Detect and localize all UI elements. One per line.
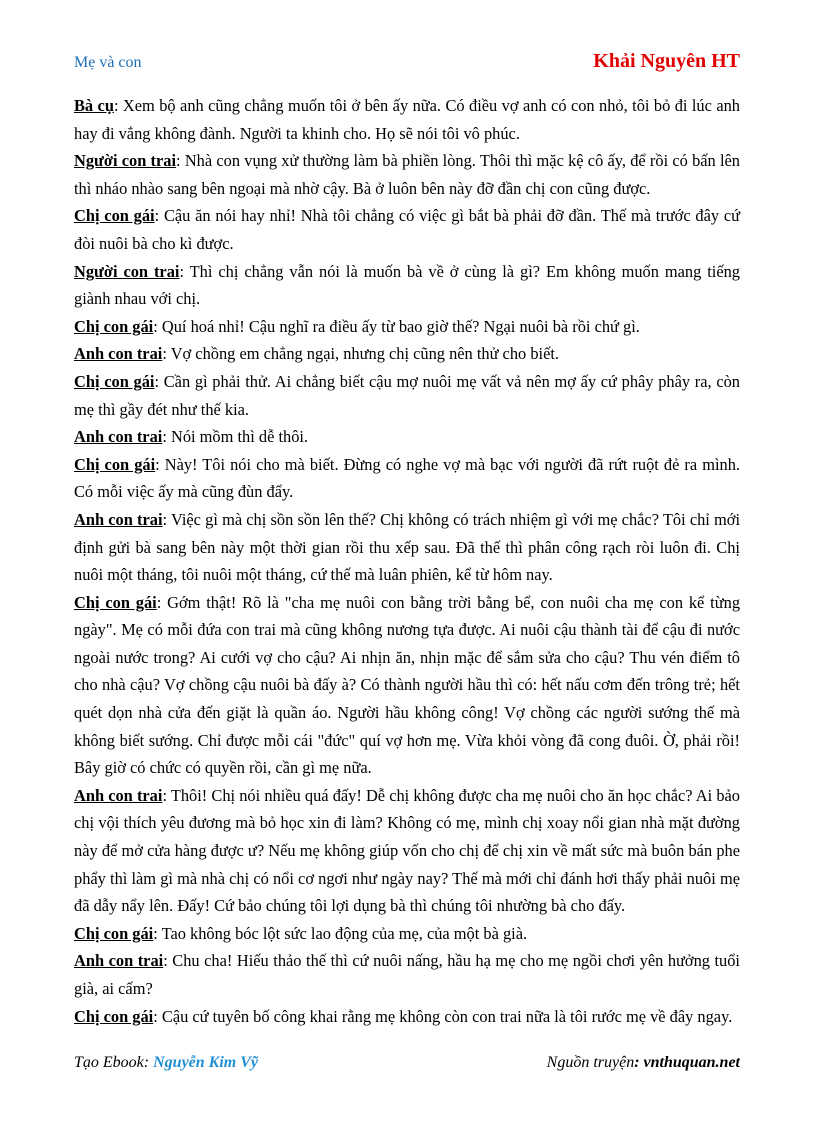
source-site: vnthuquan.net <box>643 1054 740 1071</box>
dialogue-line <box>74 368 740 423</box>
dialogue-text: : Quí hoá nhỉ! Cậu nghĩ ra điều ấy từ bao giờ thế? Ngại nuôi bà rồi chứ gì. <box>153 316 640 336</box>
ebook-credit <box>74 1054 258 1072</box>
dialogue-line <box>74 1003 740 1031</box>
dialogue-text: : Tao không bóc lột sức lao động của mẹ, của một bà già. <box>153 923 528 943</box>
speaker-name: Người con trai <box>74 151 177 171</box>
dialogue-text: : Cần gì phải thử. Ai chẳng biết cậu mợ nuôi mẹ vất vả nên mợ ấy cứ phây phây ra, còn mẹ thì gầy đét như thế kia. <box>74 371 741 419</box>
speaker-name: Chị con gái <box>74 206 155 226</box>
speaker-name: Anh con trai <box>74 427 163 447</box>
dialogue-line <box>74 920 740 948</box>
dialogue-text: : Thôi! Chị nói nhiều quá đấy! Dễ chị không được cha mẹ nuôi cho ăn học chắc? Ai bảo chị vội thích yêu đương mà bỏ học xin đi làm? Không có mẹ, mình chị xoay nổi gian nhà mặt đường này để mở cửa hàng được ư? Nếu mẹ không giúp vốn cho chị để chị xin về mất sức mà buôn bán phe phẩy thì làm gì mà nhà chị có nổi cơ ngơi như ngày nay? Thế mà mới chỉ đánh hơi thấy phải nuôi mẹ đã dẫy nẩy lên. Đấy! Cứ bảo chúng tôi lợi dụng bà thì chúng tôi nhường bà cho đấy. <box>74 785 740 916</box>
dialogue-line <box>74 147 740 202</box>
speaker-name: Chị con gái <box>74 1006 154 1026</box>
speaker-name: Anh con trai <box>74 785 163 805</box>
dialogue-line <box>74 506 740 589</box>
dialogue-text: : Vợ chồng em chẳng ngại, nhưng chị cũng nên thử cho biết. <box>162 344 560 364</box>
ebook-creator-name: Nguyễn Kim Vỹ <box>153 1054 258 1071</box>
speaker-name: Chị con gái <box>74 316 154 336</box>
dialogue-line <box>74 313 740 341</box>
speaker-name: Anh con trai <box>74 951 164 971</box>
speaker-name: Chị con gái <box>74 371 155 391</box>
dialogue-line <box>74 782 740 920</box>
dialogue-line <box>74 451 740 506</box>
dialogue-line <box>74 258 740 313</box>
dialogue-line <box>74 92 740 147</box>
speaker-name: Chị con gái <box>74 454 156 474</box>
page-header <box>74 50 740 76</box>
dialogue-text: : Cậu ăn nói hay nhỉ! Nhà tôi chẳng có việc gì bắt bà phải đỡ đần. Thế mà trước đây cứ đòi nuôi bà cho kì được. <box>74 206 740 253</box>
speaker-name: Bà cụ <box>74 96 114 115</box>
source-credit-sep: : <box>634 1054 644 1071</box>
dialogue-text: : Nhà con vụng xử thường làm bà phiền lòng. Thôi thì mặc kệ cô ấy, để rồi có bấn lên thì nháo nhào sang bên ngoại mà nhờ cậy. Bà ở luôn bên này đỡ đần chị con cũng được. <box>74 151 740 198</box>
page-footer <box>74 1054 740 1078</box>
dialogue-line <box>74 340 740 368</box>
source-credit <box>547 1054 740 1072</box>
dialogue-text: : Thì chị chẳng vẫn nói là muốn bà về ở cùng là gì? Em không muốn mang tiếng giành nhau với chị. <box>74 261 741 309</box>
ebook-credit-label: Tạo Ebook <box>74 1054 144 1071</box>
dialogue-text: : Gớm thật! Rõ là "cha mẹ nuôi con bằng trời bằng bể, con nuôi cha mẹ con kể từng ngày". Mẹ có mỗi đứa con trai mà cũng không nương tựa được. Ai nuôi cậu thành tài để cậu đi nước ngoài nước trong? Ai cưới vợ cho cậu? Ai nhịn ăn, nhịn mặc để sắm sửa cho cậu? Thu vén điểm tô cho nhà cậu? Vợ chồng cậu nuôi bà đấy à? Có thành người hầu thì có: hết nấu cơm đến trông trẻ; hết quét dọn nhà cửa đến giặt là quần áo. Người hầu không công! Vợ chồng các người sướng thế mà không biết sướng. Chỉ được mỗi cái "đức" quí vợ hơn mẹ. Vừa khỏi vòng đã cong đuôi. Ờ, phải rồi! Bây giờ có chức có quyền rồi, cần gì mẹ nữa. <box>74 592 741 778</box>
dialogue-text: : Cậu cứ tuyên bố công khai rằng mẹ không còn con trai nữa là tôi rước mẹ về đây ngay. <box>153 1006 733 1026</box>
speaker-name: Người con trai <box>74 261 180 281</box>
speaker-name: Anh con trai <box>74 509 163 529</box>
dialogue-text: : Việc gì mà chị sồn sồn lên thế? Chị không có trách nhiệm gì với mẹ chắc? Tôi chỉ mới định gửi bà sang bên này một thời gian rồi thu xếp sau. Đã thế thì phân công rạch ròi luôn đi. Chị nuôi một tháng, tôi nuôi một tháng, cứ thế mà luân phiên, kể từ hôm nay. <box>74 509 741 585</box>
dialogue-content <box>74 92 740 1030</box>
ebook-credit-sep: : <box>143 1054 154 1071</box>
dialogue-line <box>74 589 740 782</box>
dialogue-text: : Xem bộ anh cũng chẳng muốn tôi ở bên ấy nữa. Có điều vợ anh có con nhỏ, tôi bỏ đi lúc anh hay đi vắng không đành. Người ta khinh cho. Họ sẽ nói tôi vô phúc. <box>74 96 740 143</box>
dialogue-text: : Chu cha! Hiếu thảo thế thì cứ nuôi nấng, hầu hạ mẹ cho mẹ ngồi chơi yên hưởng tuổi già, ai cấm? <box>74 951 740 998</box>
book-title: Mẹ và con <box>74 54 142 71</box>
author-name: Khải Nguyên HT <box>593 50 740 72</box>
source-credit-label: Nguồn truyện <box>546 1054 635 1071</box>
dialogue-line <box>74 423 740 451</box>
speaker-name: Chị con gái <box>74 923 154 943</box>
dialogue-line <box>74 947 740 1002</box>
speaker-name: Anh con trai <box>74 344 163 364</box>
dialogue-text: : Này! Tôi nói cho mà biết. Đừng có nghe vợ mà bạc với người đã rứt ruột đẻ ra mình. Có mỗi việc ấy mà cũng đùn đẩy. <box>74 454 740 502</box>
dialogue-text: : Nói mồm thì dễ thôi. <box>162 427 309 447</box>
speaker-name: Chị con gái <box>74 592 157 612</box>
dialogue-line <box>74 202 740 257</box>
